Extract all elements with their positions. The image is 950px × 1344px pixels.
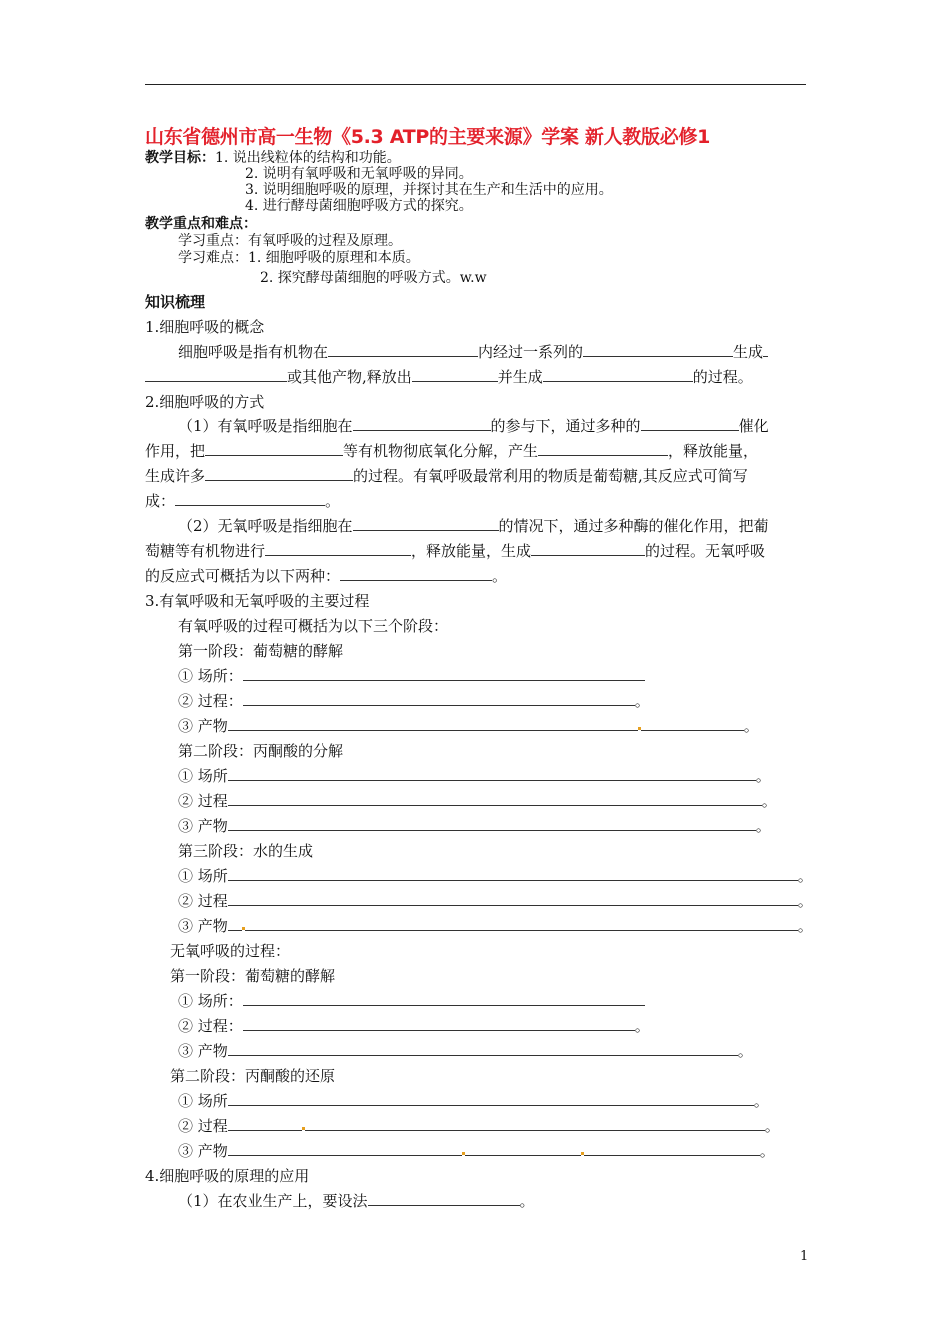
blank[interactable] — [641, 416, 739, 431]
s2-line-1: （1）有氧呼吸是指细胞在 的参与下，通过多种的 催化 — [178, 417, 769, 435]
document-title: 山东省德州市高一生物《5.3 ATP的主要来源》学案 新人教版必修1 — [145, 126, 711, 148]
s2-line-6: 萄糖等有机物进行 ，释放能量，生成 的过程。无氧呼吸 — [145, 542, 766, 560]
blank[interactable] — [228, 766, 756, 781]
aer-s2-product: ③ 产物 。 — [178, 817, 771, 835]
goal-item-3: 3. 说明细胞呼吸的原理，并探讨其在生产和生活中的应用。 — [245, 182, 613, 198]
aerobic-stage-2: 第二阶段：丙酮酸的分解 — [178, 742, 344, 760]
key-difficulty-1: 学习难点：1. 细胞呼吸的原理和本质。 — [178, 250, 420, 266]
mark — [302, 1127, 305, 1130]
blank[interactable] — [228, 891, 798, 906]
s1-line-1: 细胞呼吸是指有机物在 内经过一系列的 生成 — [178, 342, 768, 362]
blank[interactable] — [205, 441, 343, 456]
anaerobic-stage-1: 第一阶段：葡萄糖的酵解 — [170, 967, 336, 985]
blank[interactable] — [305, 1116, 765, 1131]
an-s2-product: ③ 产物 。 — [178, 1142, 775, 1160]
blank[interactable] — [340, 566, 492, 581]
blank[interactable] — [543, 367, 693, 382]
blank[interactable] — [353, 516, 499, 531]
key-difficulty-2: 2. 探究酵母菌细胞的呼吸方式。w.w — [260, 270, 487, 286]
an-s1-process: ② 过程： 。 — [178, 1017, 650, 1035]
goals-line-1: 教学目标：1. 说出线粒体的结构和功能。 — [145, 150, 401, 166]
blank[interactable] — [243, 991, 645, 1006]
blank[interactable] — [538, 441, 668, 456]
section-3-title: 3.有氧呼吸和无氧呼吸的主要过程 — [145, 592, 370, 610]
blank[interactable] — [228, 1041, 738, 1056]
aer-s2-process: ② 过程 。 — [178, 792, 777, 810]
blank[interactable] — [175, 491, 325, 506]
aerobic-stage-3: 第三阶段：水的生成 — [178, 842, 314, 860]
aer-s1-place: ① 场所： — [178, 666, 645, 686]
goal-item-4: 4. 进行酵母菌细胞呼吸方式的探究。 — [245, 198, 473, 214]
s1-line-2: 或其他产物,释放出 并生成 的过程。 — [145, 367, 753, 387]
blank[interactable] — [353, 416, 491, 431]
s4-line-1: （1）在农业生产上，要设法 。 — [178, 1192, 535, 1210]
key-heading: 教学重点和难点： — [145, 216, 257, 232]
blank[interactable] — [763, 342, 768, 357]
aer-s3-process: ② 过程 。 — [178, 892, 813, 910]
blank[interactable] — [641, 716, 744, 731]
key-focus: 学习重点：有氧呼吸的过程及原理。 — [178, 233, 402, 249]
mark — [462, 1152, 465, 1155]
blank[interactable] — [228, 1141, 462, 1156]
anaerobic-stage-2: 第二阶段：丙酮酸的还原 — [170, 1067, 336, 1085]
blank[interactable] — [412, 367, 498, 382]
goals-heading: 教学目标： — [145, 150, 215, 166]
s2-line-7: 的反应式可概括为以下两种： 。 — [145, 567, 508, 585]
blank[interactable] — [228, 1116, 302, 1131]
section-4-title: 4.细胞呼吸的原理的应用 — [145, 1167, 310, 1185]
page-number: 1 — [800, 1249, 809, 1264]
blank[interactable] — [265, 541, 411, 556]
blank[interactable] — [228, 716, 638, 731]
mark — [242, 927, 245, 930]
an-s1-place: ① 场所： — [178, 991, 645, 1011]
s2-line-5: （2）无氧呼吸是指细胞在 的情况下，通过多种酶的催化作用，把葡 — [178, 517, 769, 535]
aer-s3-place: ① 场所 。 — [178, 867, 813, 885]
s2-line-2: 作用，把 等有机物彻底氧化分解，产生 ，释放能量， — [145, 442, 759, 460]
aer-s3-product: ③ 产物 。 — [178, 917, 813, 935]
blank[interactable] — [205, 466, 353, 481]
mark — [638, 727, 641, 730]
blank[interactable] — [228, 866, 798, 881]
header-rule — [145, 84, 806, 85]
goal-item-2: 2. 说明有氧呼吸和无氧呼吸的异同。 — [245, 166, 473, 182]
blank[interactable] — [531, 541, 645, 556]
section-2-title: 2.细胞呼吸的方式 — [145, 393, 265, 411]
aer-s1-product: ③ 产物 。 — [178, 717, 759, 735]
blank[interactable] — [243, 1016, 635, 1031]
blank[interactable] — [228, 791, 762, 806]
aer-s2-place: ① 场所 。 — [178, 767, 771, 785]
blank[interactable] — [245, 916, 798, 931]
blank[interactable] — [465, 1141, 581, 1156]
blank[interactable] — [584, 1141, 760, 1156]
aerobic-intro: 有氧呼吸的过程可概括为以下三个阶段： — [178, 617, 449, 635]
blank[interactable] — [145, 367, 287, 382]
blank[interactable] — [228, 916, 242, 931]
blank[interactable] — [228, 1091, 754, 1106]
an-s2-process: ② 过程 。 — [178, 1117, 780, 1135]
blank[interactable] — [328, 342, 478, 357]
knowledge-heading: 知识梳理 — [145, 293, 206, 311]
blank[interactable] — [368, 1191, 520, 1206]
blank[interactable] — [228, 816, 756, 831]
an-s1-product: ③ 产物 。 — [178, 1042, 753, 1060]
section-1-title: 1.细胞呼吸的概念 — [145, 318, 265, 336]
aerobic-stage-1: 第一阶段：葡萄糖的酵解 — [178, 642, 344, 660]
blank[interactable] — [583, 342, 733, 357]
s2-line-4: 成： 。 — [145, 492, 341, 510]
mark — [581, 1152, 584, 1155]
aer-s1-process: ② 过程： 。 — [178, 692, 650, 710]
blank[interactable] — [243, 691, 635, 706]
blank[interactable] — [243, 666, 645, 681]
anaerobic-intro: 无氧呼吸的过程： — [170, 942, 291, 960]
s2-line-3: 生成许多 的过程。有氧呼吸最常利用的物质是葡萄糖,其反应式可简写 — [145, 467, 748, 485]
an-s2-place: ① 场所 。 — [178, 1092, 769, 1110]
